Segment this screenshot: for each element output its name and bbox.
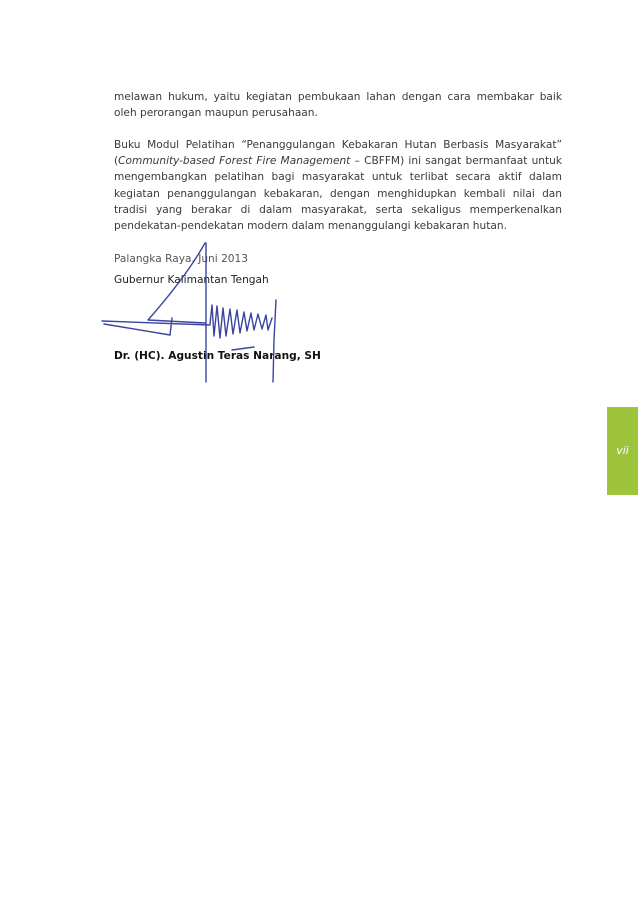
signer-name: Dr. (HC). Agustin Teras Narang, SH <box>114 350 321 362</box>
page-number-tab <box>607 407 638 495</box>
paragraph-1: melawan hukum, yaitu kegiatan pembukaan lahan dengan cara membakar baik oleh perorangan maupun perusahaan. <box>114 91 562 119</box>
paragraph-2-text-a: Buku Modul Pelatihan “Penanggulangan Kebakaran Hutan Berbasis Masyarakat” ( <box>114 139 562 168</box>
signer-position: Gubernur Kalimantan Tengah <box>114 274 269 286</box>
page-number: vii <box>616 444 629 457</box>
paragraph-2-italic: Community-based Forest Fire Management <box>118 155 351 168</box>
paragraph-2-text-b: – CBFFM) ini sangat bermanfaat untuk mengembangkan pelatihan bagi masyarakat untuk terlibat secara aktif dalam kegiatan penanggulangan kebakaran, dengan menghidupkan kembali nilai dan tradisi yang berakar di dalam masyarakat, serta sekaligus memperkenalkan pendekatan-pendekatan modern dalam menanggulangi kebakaran hutan. <box>114 155 562 233</box>
place-date: Palangka Raya, Juni 2013 <box>114 253 249 265</box>
handwritten-signature <box>0 0 638 420</box>
